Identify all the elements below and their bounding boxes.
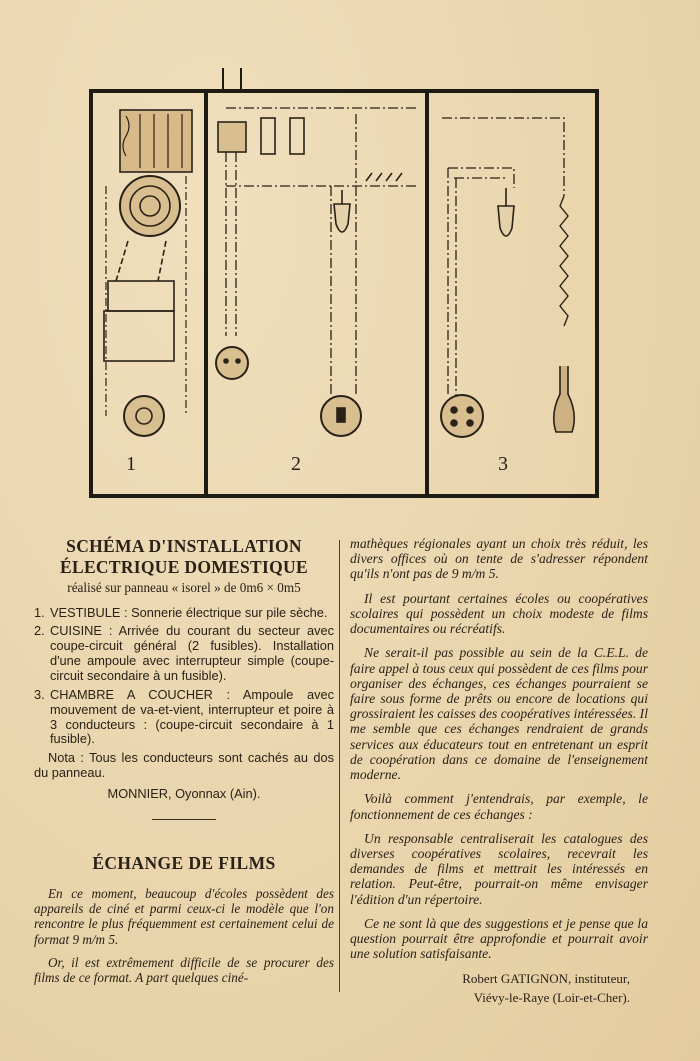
- schema-title-line2: ÉLECTRIQUE DOMESTIQUE: [60, 557, 308, 578]
- author-signature-gatignon: [350, 970, 648, 1006]
- panel-3-bedroom: [441, 118, 574, 437]
- signature-name: Robert GATIGNON, instituteur,: [462, 971, 630, 987]
- films-paragraph-1: En ce moment, beaucoup d'écoles possèdent des appareils de ciné et parmi ceux-ci le modèle que l'on rencontre le plus fréquemment est certainement celui de format 9 m/m 5.: [34, 886, 334, 947]
- list-item-text: CHAMBRE A COUCHER : Ampoule avec mouvement de va-et-vient, interrupteur et poire à 3 conducteurs : (coupe-circuit secondaire à 1 fusible).: [50, 686, 334, 747]
- panel-2-label: 2: [291, 453, 301, 475]
- films-paragraph-4: Il est pourtant certaines écoles ou coopératives scolaires qui possèdent un choix modeste de films documentaires ou récréatifs.: [350, 590, 648, 637]
- left-column: [34, 536, 334, 993]
- list-item: [34, 606, 334, 621]
- right-column: [350, 536, 648, 1007]
- schema-title: [34, 536, 334, 579]
- list-item: [34, 688, 334, 747]
- list-item-text: VESTIBULE : Sonnerie électrique sur pile sèche.: [50, 604, 328, 620]
- panel-1-label: 1: [126, 453, 136, 475]
- signature-place: Viévy-le-Raye (Loir-et-Cher).: [473, 989, 630, 1005]
- wiring-diagram: [86, 66, 602, 512]
- author-signature-monnier: MONNIER, Oyonnax (Ain).: [107, 785, 261, 801]
- section-title-films: ÉCHANGE DE FILMS: [92, 853, 276, 874]
- list-item-number: 1.: [34, 604, 45, 620]
- panel-1-vestibule: [104, 110, 192, 436]
- films-paragraph-8: Ce ne sont là que des suggestions et je pense que la question pourrait être approfondie et pourrait avoir une solution satisfaisante.: [350, 915, 648, 962]
- schema-subtitle: réalisé sur panneau « isorel » de 0m6 × 0m5: [67, 579, 301, 595]
- column-divider: [339, 540, 340, 992]
- nota-text: Nota : Tous les conducteurs sont cachés au dos du panneau.: [34, 750, 334, 781]
- panel-3-label: 3: [498, 453, 508, 475]
- section-divider: [152, 819, 216, 820]
- schema-title-line1: SCHÉMA D'INSTALLATION: [66, 536, 302, 556]
- films-paragraph-7: Un responsable centraliserait les catalogues des diverses coopératives scolaires, recevrait les demandes de films et mettrait les intéressés en relation. Peut-être, pourrait-on même envisager l'édition d'un répertoire.: [350, 830, 648, 907]
- panel-2-kitchen: [216, 108, 416, 436]
- films-paragraph-6: Voilà comment j'entendrais, par exemple, le fonctionnement de ces échanges :: [350, 791, 648, 822]
- list-item: [34, 624, 334, 683]
- list-item-number: 2.: [34, 623, 45, 639]
- films-paragraph-5: Ne serait-il pas possible au sein de la C.E.L. de faire appel à tous ceux qui possèdent de ces films pour organiser des échanges, ces échanges pourraient se faire sous forme de prêts ou encore de locations qui grossiraient les caisses des coopératives intéressées. Il me semble que ces échanges rendraient de grands services aux éducateurs tout en entretenant un esprit de coopération dans ce domaine de l'enseignement moderne.: [350, 645, 648, 783]
- list-item-number: 3.: [34, 686, 45, 702]
- films-paragraph-3: mathèques régionales ayant un choix très réduit, les divers offices où on tente de s'adresser répondent qu'ils n'ont pas de 9 m/m 5.: [350, 536, 648, 582]
- films-paragraph-2: Or, il est extrêmement difficile de se procurer des films de ce format. A part quelques ciné-: [34, 954, 334, 985]
- list-item-text: CUISINE : Arrivée du courant du secteur avec coupe-circuit général (2 fusibles). Installation d'une ampoule avec interrupteur simple (coupe-circuit secondaire à un fusible).: [50, 623, 334, 683]
